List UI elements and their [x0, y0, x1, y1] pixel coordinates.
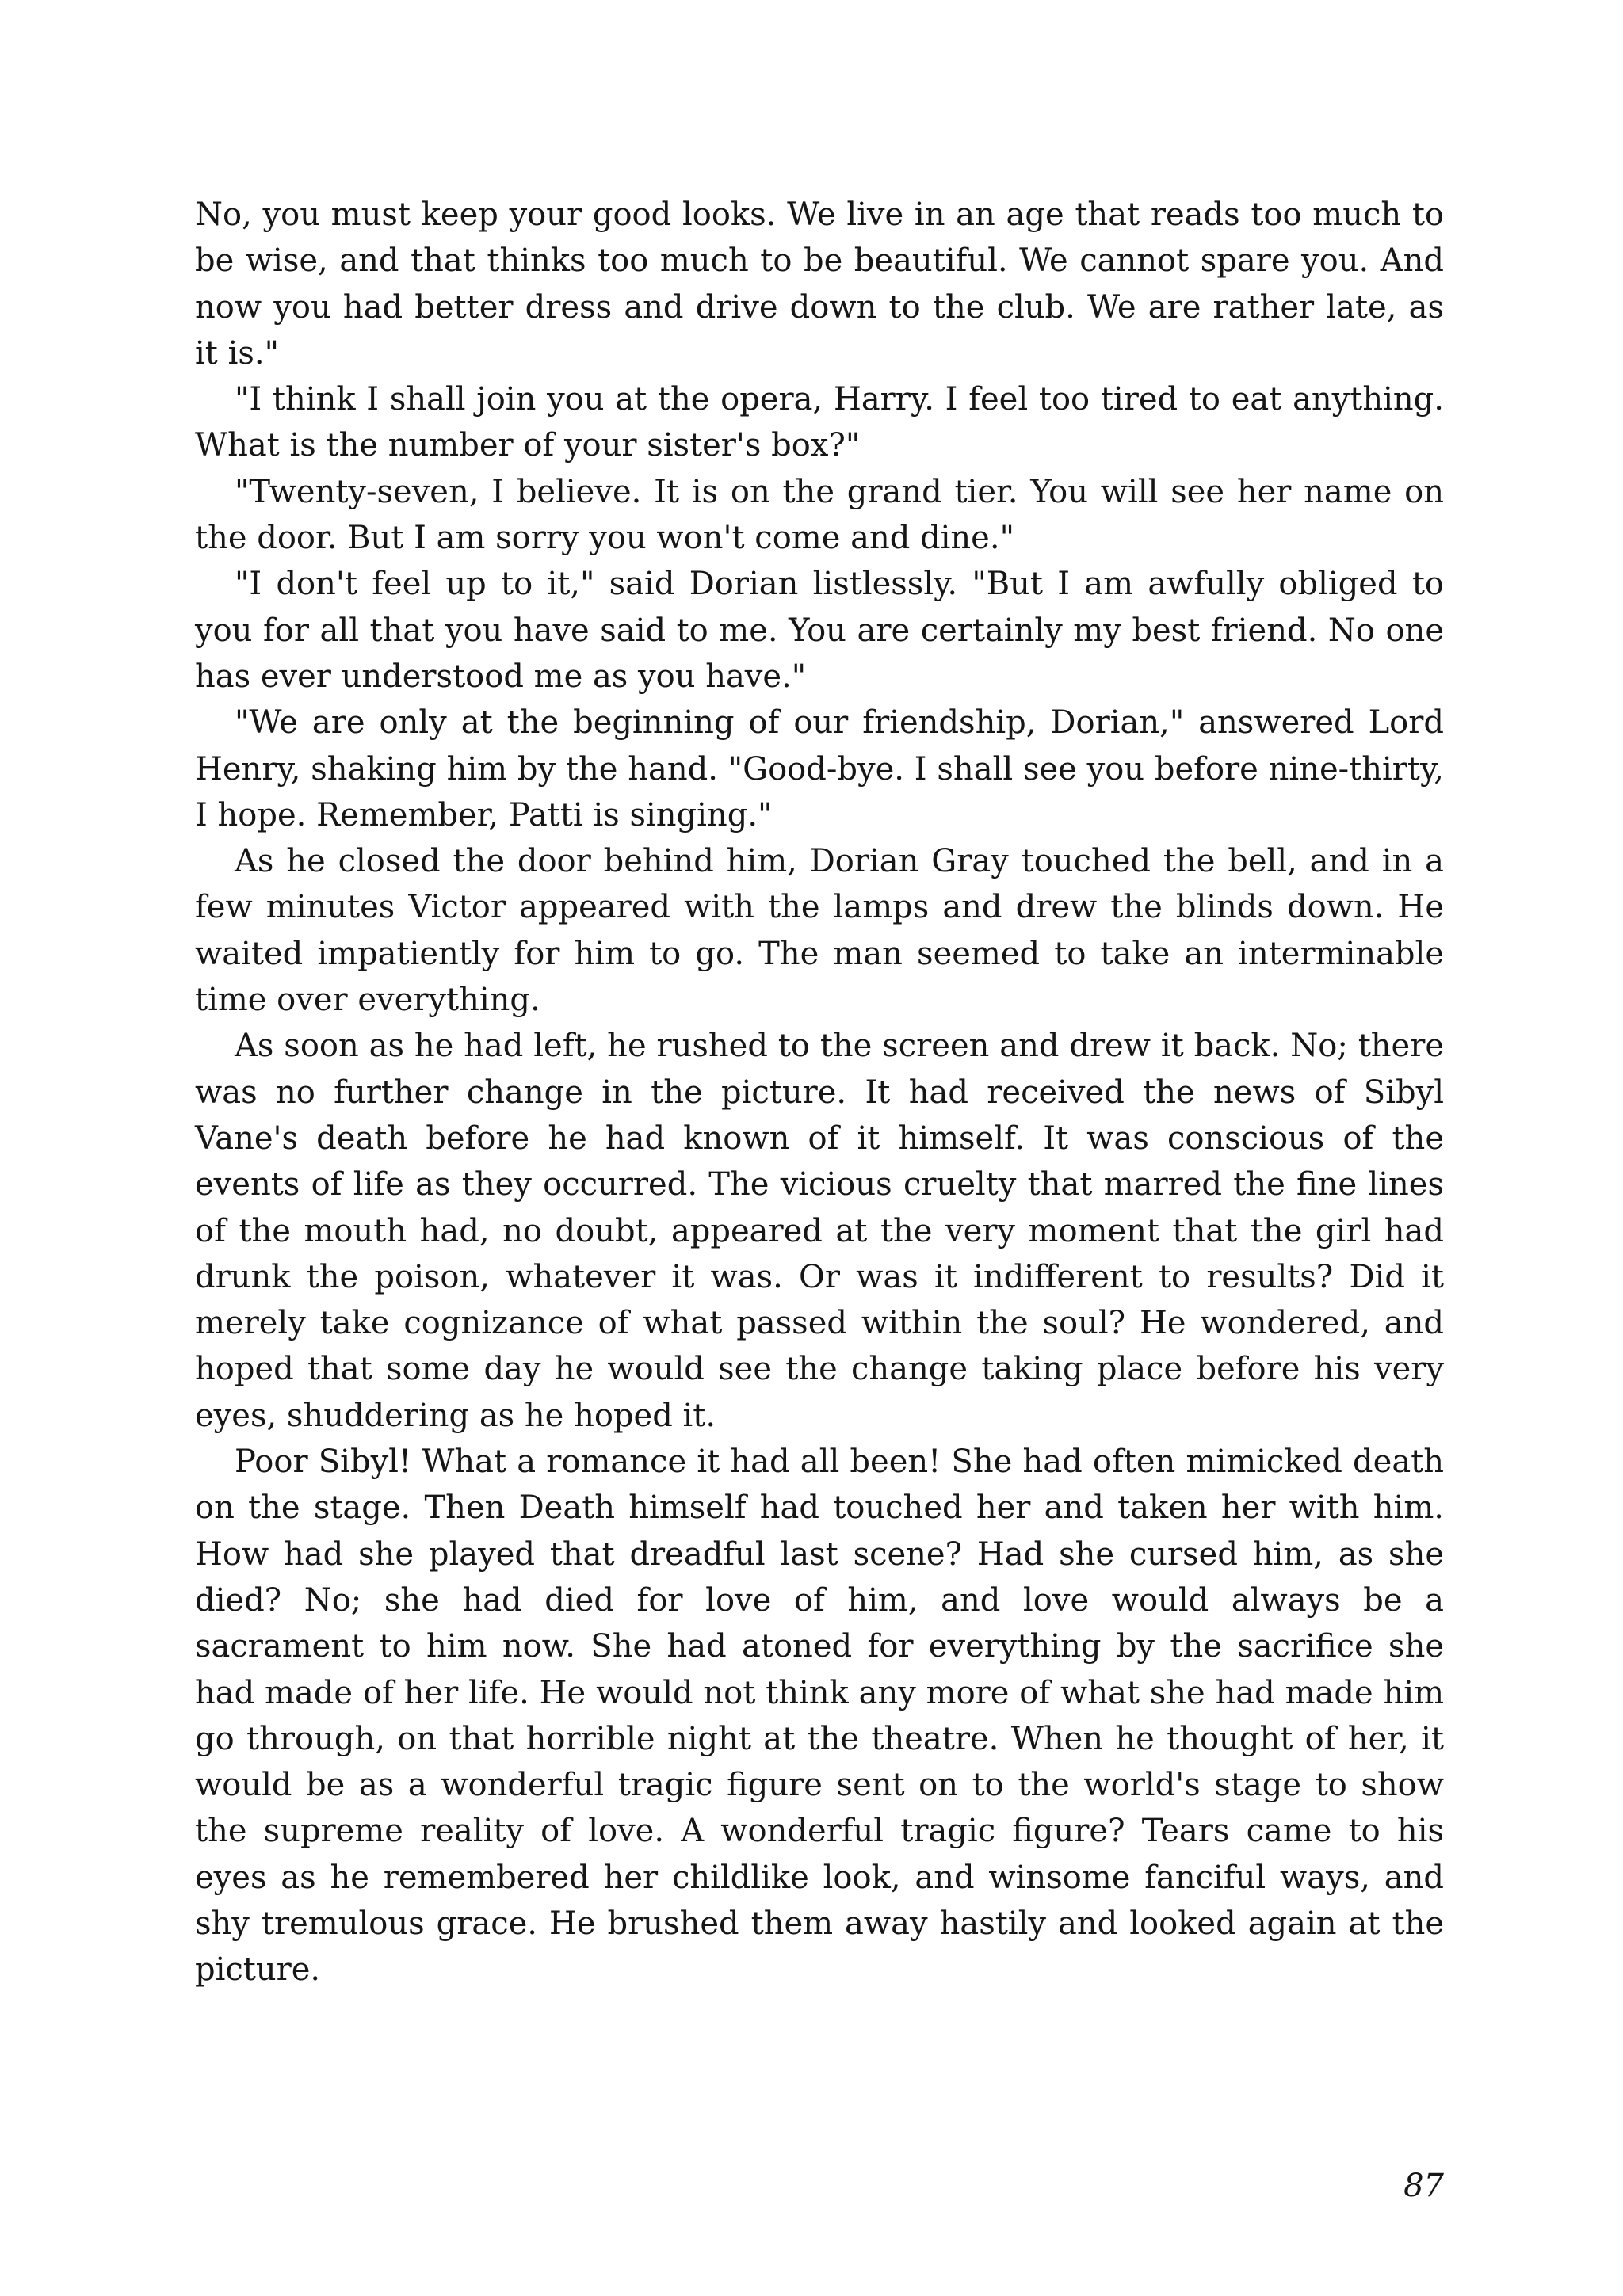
paragraph: "We are only at the beginning of our friendship, Dorian," answered Lord Henry, shaking him by the hand. "Good-bye. I shall see you before nine-thirty, I hope. Remember, Patti is singing.": [195, 704, 1444, 833]
paragraph: As soon as he had left, he rushed to the screen and drew it back. No; there was no further change in the picture. It had received the news of Sibyl Vane's death before he had known of it himself. It was conscious of the events of life as they occurred. The vicious cruelty that marred the fine lines of the mouth had, no doubt, appeared at the very moment that the girl had drunk the poison, whatever it was. Or was it indifferent to results? Did it merely take cognizance of what passed within the soul? He wondered, and hoped that some day he would see the change taking place before his very eyes, shuddering as he hoped it.: [195, 1028, 1444, 1434]
paragraph: "I think I shall join you at the opera, Harry. I feel too tired to eat anything. What is the number of your sister's box?": [195, 381, 1444, 464]
paragraph: Poor Sibyl! What a romance it had all been! She had often mimicked death on the stage. Then Death himself had touched her and taken her with him. How had she played that dreadful last scene? Had she cursed him, as she died? No; she had died for love of him, and love would always be a sacrament to him now. She had atoned for everything by the sacrifice she had made of her life. He would not think any more of what she had made him go through, on that horrible night at the theatre. When he thought of her, it would be as a wonderful tragic figure sent on to the world's stage to show the supreme reality of love. A wonderful tragic figure? Tears came to his eyes as he remembered her childlike look, and winsome fanciful ways, and shy tremulous grace. He brushed them away hastily and looked again at the picture.: [195, 1444, 1444, 1989]
paragraph: As he closed the door behind him, Dorian Gray touched the bell, and in a few minutes Victor appeared with the lamps and drew the blinds down. He waited impatiently for him to go. The man seemed to take an interminable time over everything.: [195, 843, 1444, 1019]
paragraph: "I don't feel up to it," said Dorian listlessly. "But I am awfully obliged to you for all that you have said to me. You are certainly my best friend. No one has ever understood me as you have.": [195, 566, 1444, 695]
paragraph: No, you must keep your good looks. We live in an age that reads too much to be wise, and that thinks too much to be beautiful. We cannot spare you. And now you had better dress and drive down to the club. We are rather late, as it is.": [195, 196, 1444, 372]
page-number: 87: [1403, 2168, 1444, 2204]
paragraph: "Twenty-seven, I believe. It is on the grand tier. You will see her name on the door. But I am sorry you won't come and dine.": [195, 473, 1444, 557]
body-text: [195, 192, 1444, 1993]
